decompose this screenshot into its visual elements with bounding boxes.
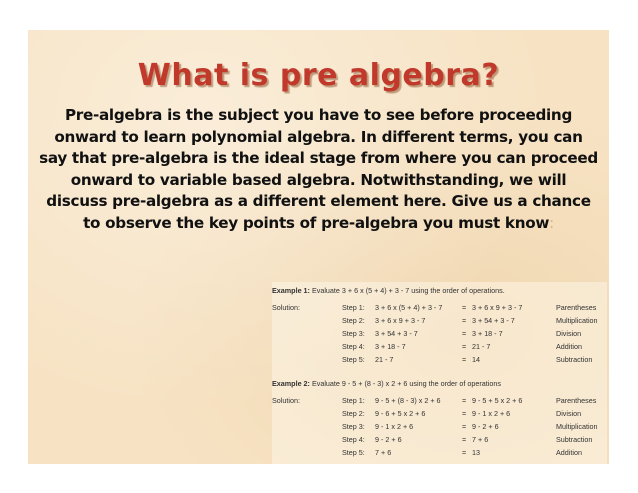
solution-label: Solution: [272, 303, 300, 312]
example-heading [272, 286, 505, 295]
step-result: 9 - 1 x 2 + 6 [472, 409, 511, 418]
step-operation: Division [556, 409, 582, 418]
equals-sign: = [462, 448, 467, 457]
step-row [272, 422, 607, 433]
step-row [272, 342, 607, 353]
example-label: Example 1: [272, 286, 310, 295]
equals-sign: = [462, 329, 467, 338]
equals-sign: = [462, 316, 467, 325]
step-operation: Multiplication [556, 422, 598, 431]
worked-examples-image [272, 282, 607, 464]
body-paragraph [38, 105, 599, 234]
equals-sign: = [462, 409, 467, 418]
step-operation: Subtraction [556, 435, 593, 444]
step-result: 7 + 6 [472, 435, 489, 444]
step-operation: Addition [556, 342, 582, 351]
step-row [272, 355, 607, 366]
step-operation: Division [556, 329, 582, 338]
step-label: Step 4: [342, 342, 365, 351]
step-label: Step 3: [342, 422, 365, 431]
step-row [272, 316, 607, 327]
equals-sign: = [462, 303, 467, 312]
step-operation: Parentheses [556, 303, 597, 312]
step-result: 9 - 5 + 5 x 2 + 6 [472, 396, 523, 405]
step-row [272, 448, 607, 459]
step-expression: 21 - 7 [375, 355, 394, 364]
paragraph-colon: : [549, 213, 554, 232]
step-expression: 3 + 54 + 3 - 7 [375, 329, 418, 338]
step-expression: 7 + 6 [375, 448, 392, 457]
step-row [272, 409, 607, 420]
step-expression: 3 + 6 x 9 + 3 - 7 [375, 316, 426, 325]
step-label: Step 3: [342, 329, 365, 338]
step-result: 14 [472, 355, 480, 364]
equals-sign: = [462, 355, 467, 364]
paragraph-text: Pre-algebra is the subject you have to see before proceeding onward to learn polynomial algebra. In different terms, you can say that pre-algebra is the ideal stage from where you can proceed onward to variable based algebra. Notwithstanding, we will discuss pre-algebra as a different element here. Give us a chance to observe the key points of pre-algebra you must know [39, 106, 598, 232]
step-operation: Subtraction [556, 355, 593, 364]
step-expression: 9 - 6 + 5 x 2 + 6 [375, 409, 426, 418]
step-expression: 3 + 18 - 7 [375, 342, 406, 351]
example-prompt: Evaluate 9 - 5 + (8 - 3) x 2 + 6 using the order of operations [309, 379, 501, 388]
step-result: 13 [472, 448, 480, 457]
step-result: 3 + 18 - 7 [472, 329, 503, 338]
step-expression: 9 - 5 + (8 - 3) x 2 + 6 [375, 396, 441, 405]
step-operation: Addition [556, 448, 582, 457]
equals-sign: = [462, 435, 467, 444]
step-label: Step 2: [342, 409, 365, 418]
step-result: 9 - 2 + 6 [472, 422, 499, 431]
step-label: Step 4: [342, 435, 365, 444]
slide-title: What is pre algebra? [137, 58, 500, 93]
step-row [272, 435, 607, 446]
step-result: 3 + 6 x 9 + 3 - 7 [472, 303, 523, 312]
step-result: 3 + 54 + 3 - 7 [472, 316, 515, 325]
step-label: Step 5: [342, 355, 365, 364]
solution-label: Solution: [272, 396, 300, 405]
step-operation: Multiplication [556, 316, 598, 325]
step-row [272, 396, 607, 407]
step-label: Step 5: [342, 448, 365, 457]
step-expression: 9 - 1 x 2 + 6 [375, 422, 414, 431]
equals-sign: = [462, 342, 467, 351]
step-row [272, 329, 607, 340]
step-label: Step 2: [342, 316, 365, 325]
step-label: Step 1: [342, 303, 365, 312]
example-prompt: Evaluate 3 + 6 x (5 + 4) + 3 - 7 using the order of operations. [309, 286, 505, 295]
example-label: Example 2: [272, 379, 310, 388]
step-result: 21 - 7 [472, 342, 491, 351]
step-operation: Parentheses [556, 396, 597, 405]
equals-sign: = [462, 396, 467, 405]
step-expression: 9 - 2 + 6 [375, 435, 402, 444]
equals-sign: = [462, 422, 467, 431]
step-label: Step 1: [342, 396, 365, 405]
slide [28, 30, 609, 464]
step-expression: 3 + 6 x (5 + 4) + 3 - 7 [375, 303, 443, 312]
step-row [272, 303, 607, 314]
example-heading [272, 379, 501, 388]
